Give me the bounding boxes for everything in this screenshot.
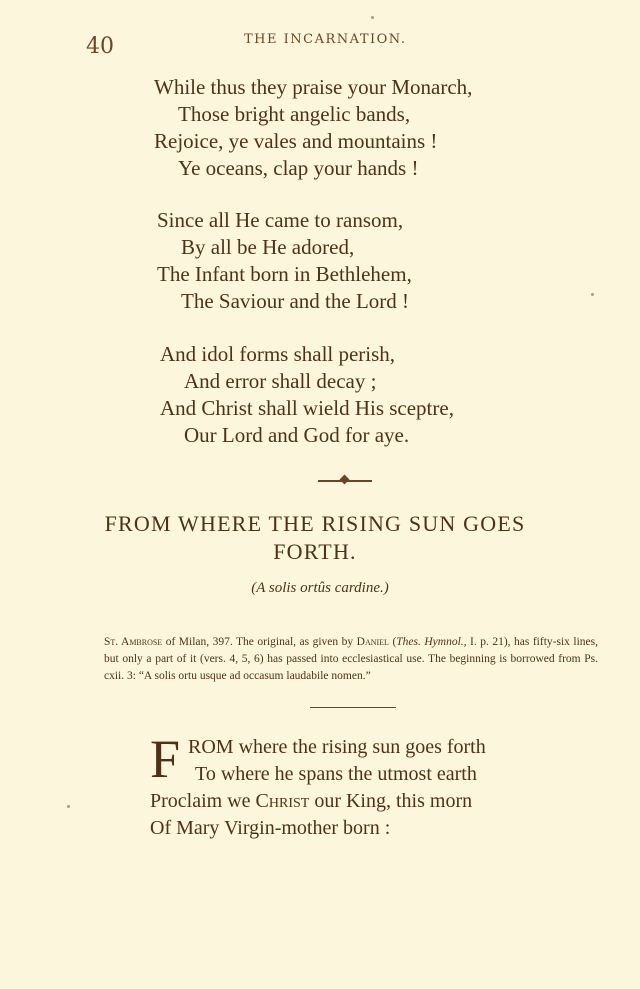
- verse-line: While thus they praise your Monarch,: [154, 75, 473, 99]
- hymn-title: [90, 510, 540, 566]
- verse-line: Since all He came to ransom,: [157, 208, 404, 232]
- verse-line: [150, 788, 486, 815]
- verse-line: ROM where the rising sun goes forth: [188, 736, 486, 758]
- verse-line: Rejoice, ye vales and mountains !: [154, 129, 438, 153]
- ornament-diamond-icon: [340, 475, 350, 485]
- paper-speck: [371, 16, 374, 19]
- note-divider: [310, 707, 396, 708]
- stanza-3: [160, 341, 454, 449]
- note-author: St. Ambrose: [104, 636, 163, 648]
- verse-line: And Christ shall wield His sceptre,: [160, 396, 454, 420]
- verse-text: our King, this morn: [314, 790, 473, 812]
- verse-line: Of Mary Virgin-mother born :: [150, 817, 391, 839]
- note-text: I. p. 21), has fifty-six lines, but only a part of it (vers. 4, 5, 6) has passed into ecclesiastical use. The beginning is borrowed from Ps. cxii. 3: “A solis ortu usque ad occasum laudabile nomen.”: [104, 636, 598, 682]
- note-editor: Daniel: [356, 636, 389, 648]
- verse-line: Ye oceans, clap your hands !: [178, 156, 419, 180]
- verse-line: Those bright angelic bands,: [178, 102, 411, 126]
- note-reference: Thes. Hymnol.,: [396, 636, 467, 648]
- verse-line: By all be He adored,: [181, 235, 355, 259]
- note-text: (: [388, 636, 397, 648]
- verse-line: To where he spans the utmost earth: [195, 763, 477, 785]
- verse-text: Proclaim we: [150, 790, 251, 812]
- hymn-stanza-1: [150, 729, 486, 842]
- verse-line: The Infant born in Bethlehem,: [157, 262, 412, 286]
- stanza-1: [154, 74, 472, 182]
- verse-line: The Saviour and the Lord !: [181, 289, 410, 313]
- note-text: of Milan, 397. The original, as given by: [162, 636, 357, 648]
- hymn-subtitle: (A solis ortûs cardine.): [251, 580, 389, 596]
- verse-line: Our Lord and God for aye.: [184, 423, 410, 447]
- verse-name: Christ: [255, 790, 310, 812]
- running-title: THE INCARNATION.: [244, 32, 407, 47]
- verse-line: And error shall decay ;: [184, 369, 377, 393]
- paper-speck: [591, 293, 594, 296]
- paper-speck: [67, 805, 70, 808]
- drop-cap: F: [150, 729, 181, 789]
- hymn-title-line: FROM WHERE THE RISING SUN GOES: [104, 511, 526, 536]
- hymn-title-line: FORTH.: [273, 539, 357, 564]
- verse-line: And idol forms shall perish,: [160, 342, 396, 366]
- page-number: 40: [86, 34, 114, 59]
- stanza-2: [157, 207, 412, 315]
- source-note: [104, 634, 598, 685]
